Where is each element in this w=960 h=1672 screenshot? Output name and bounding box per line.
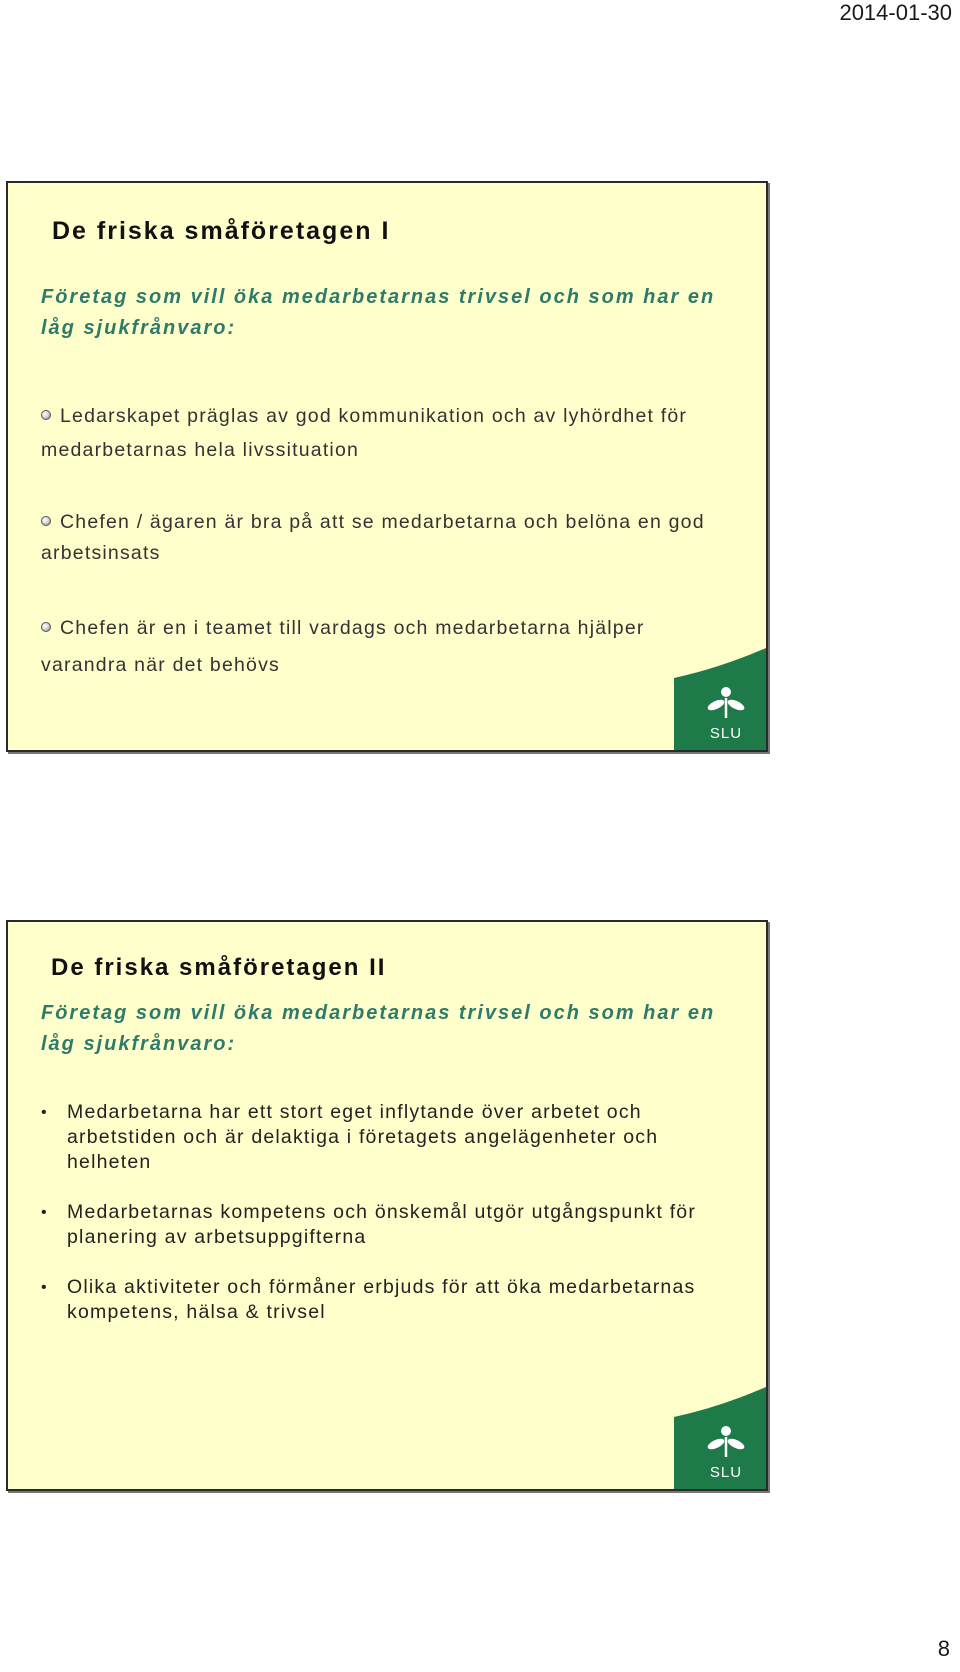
bullet-text: Medarbetarna har ett stort eget inflytande över arbetet och arbetstiden och är delaktiga i företagets angelägenheter och helheten (67, 1101, 659, 1173)
page-number: 8 (937, 1636, 950, 1661)
bullet-icon: • (41, 1104, 48, 1121)
bullet-text: Chefen / ägaren är bra på att se medarbetarna och belöna en god arbetsinsats (41, 511, 705, 564)
slu-logo (674, 1387, 766, 1489)
bullet-icon (41, 410, 51, 420)
list-item (41, 610, 721, 684)
logo-text: SLU (709, 725, 743, 742)
list-item (41, 1200, 741, 1250)
bullet-text: Medarbetarnas kompetens och önskemål utgör utgångspunkt för planering av arbetsuppgifterna (67, 1201, 697, 1248)
slide-title: De friska småföretagen II (51, 954, 387, 981)
bullet-icon (41, 516, 51, 526)
slide-subtitle: Företag som vill öka medarbetarnas trivsel och som har en låg sjukfrånvaro: (41, 286, 716, 339)
slide-1 (6, 181, 768, 752)
bullet-list (41, 1100, 741, 1350)
slide-subtitle: Företag som vill öka medarbetarnas trivsel och som har en låg sjukfrånvaro: (41, 1002, 716, 1055)
bullet-list (41, 399, 721, 684)
list-item (41, 399, 721, 467)
bullet-icon (41, 622, 51, 632)
list-item (41, 1275, 741, 1325)
logo-text: SLU (709, 1464, 743, 1481)
bullet-text: Ledarskapet präglas av god kommunikation och av lyhördhet för medarbetarnas hela livssituation (41, 405, 688, 461)
bullet-text: Olika aktiviteter och förmåner erbjuds för att öka medarbetarnas kompetens, hälsa & trivsel (67, 1276, 696, 1323)
list-item (41, 507, 721, 569)
bullet-icon: • (41, 1279, 48, 1296)
page-date: 2014-01-30 (839, 0, 952, 25)
slide-title: De friska småföretagen I (52, 217, 391, 245)
slu-logo (674, 648, 766, 750)
slide-2 (6, 920, 768, 1491)
bullet-text: Chefen är en i teamet till vardags och medarbetarna hjälper varandra när det behövs (41, 617, 645, 676)
bullet-icon: • (41, 1204, 48, 1221)
list-item (41, 1100, 741, 1175)
